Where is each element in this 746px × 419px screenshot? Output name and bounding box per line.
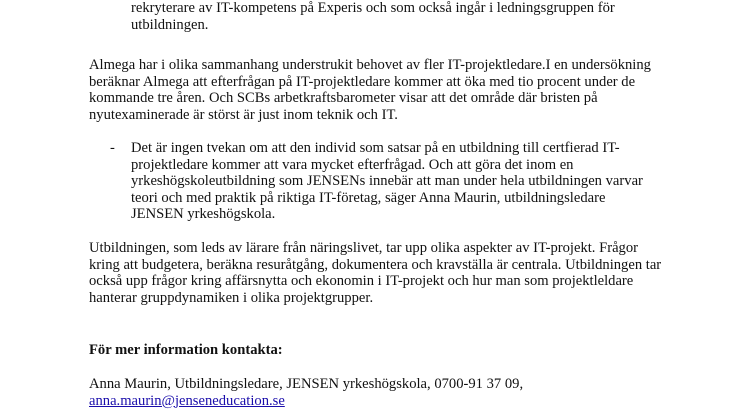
contact-section [89,342,649,359]
quote-line: yrkeshögskoleutbildning som JENSENs innebär att man under hela utbildningen varvar [131,173,643,190]
intro-tail [131,0,691,33]
contact-email-link[interactable]: anna.maurin@jenseneducation.se [89,392,285,409]
paragraph-program [89,240,662,306]
quote-paragraph [131,140,691,223]
quote-line: Det är ingen tvekan om att den individ som satsar på en utbildning till certfierad IT- [131,140,620,156]
intro-tail-line: utbildningen. [131,16,209,33]
paragraph-line: kring att budgetera, beräkna resuråtgång, dokumentera och kravställa är centrala. Utbildningen tar [89,256,662,273]
quote-line: teori och med praktik på riktiga IT-företag, säger Anna Maurin, utbildningsledare [131,189,606,206]
intro-tail-line: rekryterare av IT-kompetens på Experis och som också ingår i ledningsgruppen för [131,0,615,16]
quote-line: JENSEN yrkeshögskola. [131,206,276,223]
paragraph-almega [89,57,649,123]
contact-email-line [89,393,649,410]
paragraph-line: beräknar Almega att efterfrågan på IT-projektledare kommer att öka med tio procent under de [89,73,636,90]
bullet-dash: - [110,140,115,156]
paragraph-line: nyutexaminerade är störst är just inom teknik och IT. [89,106,398,123]
contact-heading: För mer information kontakta: [89,342,283,358]
contact-line: Anna Maurin, Utbildningsledare, JENSEN yrkeshögskola, 0700-91 37 09, [89,376,524,392]
paragraph-line: kommande tre åren. Och SCBs arbetkraftsbarometer visar att det område där bristen på [89,90,598,107]
paragraph-line: hanterar gruppdynamiken i olika projektgrupper. [89,289,374,306]
paragraph-line: också upp frågor kring affärsnytta och ekonomin i IT-projekt och hur man som projektleldare [89,273,634,290]
contact-details [89,376,649,409]
paragraph-line: Almega har i olika sammanhang understrukit behovet av fler IT-projektledare.I en undersökning [89,57,651,73]
quote-line: projektledare kommer att vara mycket efterfrågad. Och att göra det inom en [131,156,574,173]
paragraph-line: Utbildningen, som leds av lärare från näringslivet, tar upp olika aspekter av IT-projekt. Frågor [89,240,638,256]
